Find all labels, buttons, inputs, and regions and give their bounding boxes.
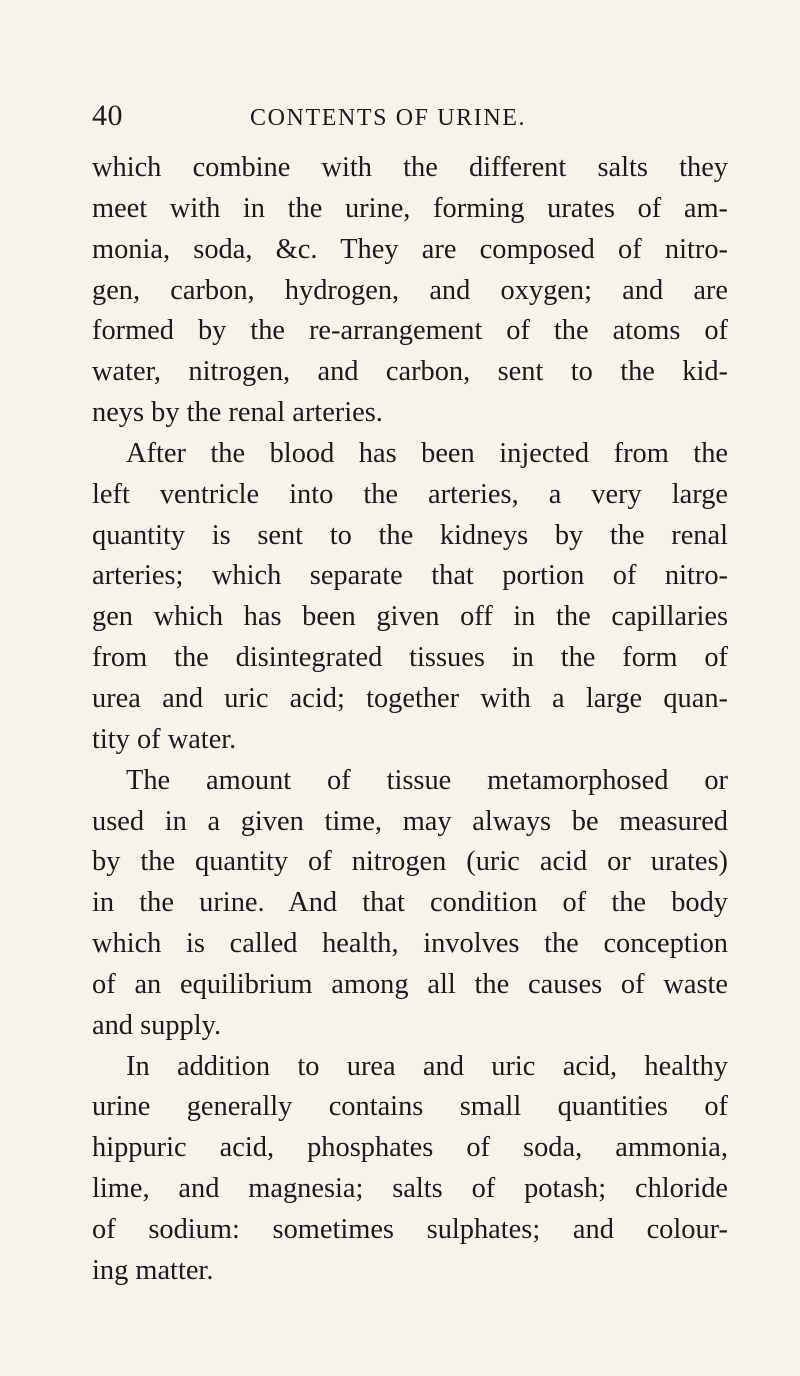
text-line: meet with in the urine, forming urates of am- [92,192,728,224]
text-line: and supply. [92,1009,222,1041]
body-text [92,148,728,1292]
text-line: gen which has been given off in the capillaries [92,601,728,633]
text-line: which is called health, involves the conception [92,928,728,960]
text-line: The amount of tissue metamorphosed or [126,764,728,796]
text-line: urine generally contains small quantities of [92,1091,728,1123]
text-line: monia, soda, &c. They are composed of nitro- [92,233,728,265]
text-line: gen, carbon, hydrogen, and oxygen; and are [92,274,728,306]
page-header [0,96,800,136]
text-line: In addition to urea and uric acid, healthy [126,1050,728,1082]
text-line: of sodium: sometimes sulphates; and colour- [92,1213,728,1245]
text-line: After the blood has been injected from the [126,437,728,469]
text-line: by the quantity of nitrogen (uric acid or urates) [92,846,728,878]
text-line: ing matter. [92,1254,214,1286]
text-line: lime, and magnesia; salts of potash; chloride [92,1173,728,1205]
text-line: formed by the re-arrangement of the atoms of [92,315,728,347]
text-line: urea and uric acid; together with a large quan- [92,682,728,714]
text-line: neys by the renal arteries. [92,397,383,429]
page-number: 40 [92,99,123,132]
text-line: arteries; which separate that portion of nitro- [92,560,728,592]
running-head: CONTENTS OF URINE. [250,105,527,131]
text-line: left ventricle into the arteries, a very large [92,478,728,510]
text-line: which combine with the different salts they [92,152,728,183]
text-line: in the urine. And that condition of the body [92,887,728,919]
text-line: water, nitrogen, and carbon, sent to the kid- [92,356,728,388]
text-line: of an equilibrium among all the causes of waste [92,968,728,1000]
text-line: used in a given time, may always be measured [92,805,728,837]
text-line: tity of water. [92,723,237,755]
text-line: quantity is sent to the kidneys by the renal [92,519,728,551]
text-line: hippuric acid, phosphates of soda, ammonia, [92,1132,728,1164]
text-line: from the disintegrated tissues in the form of [92,642,728,674]
